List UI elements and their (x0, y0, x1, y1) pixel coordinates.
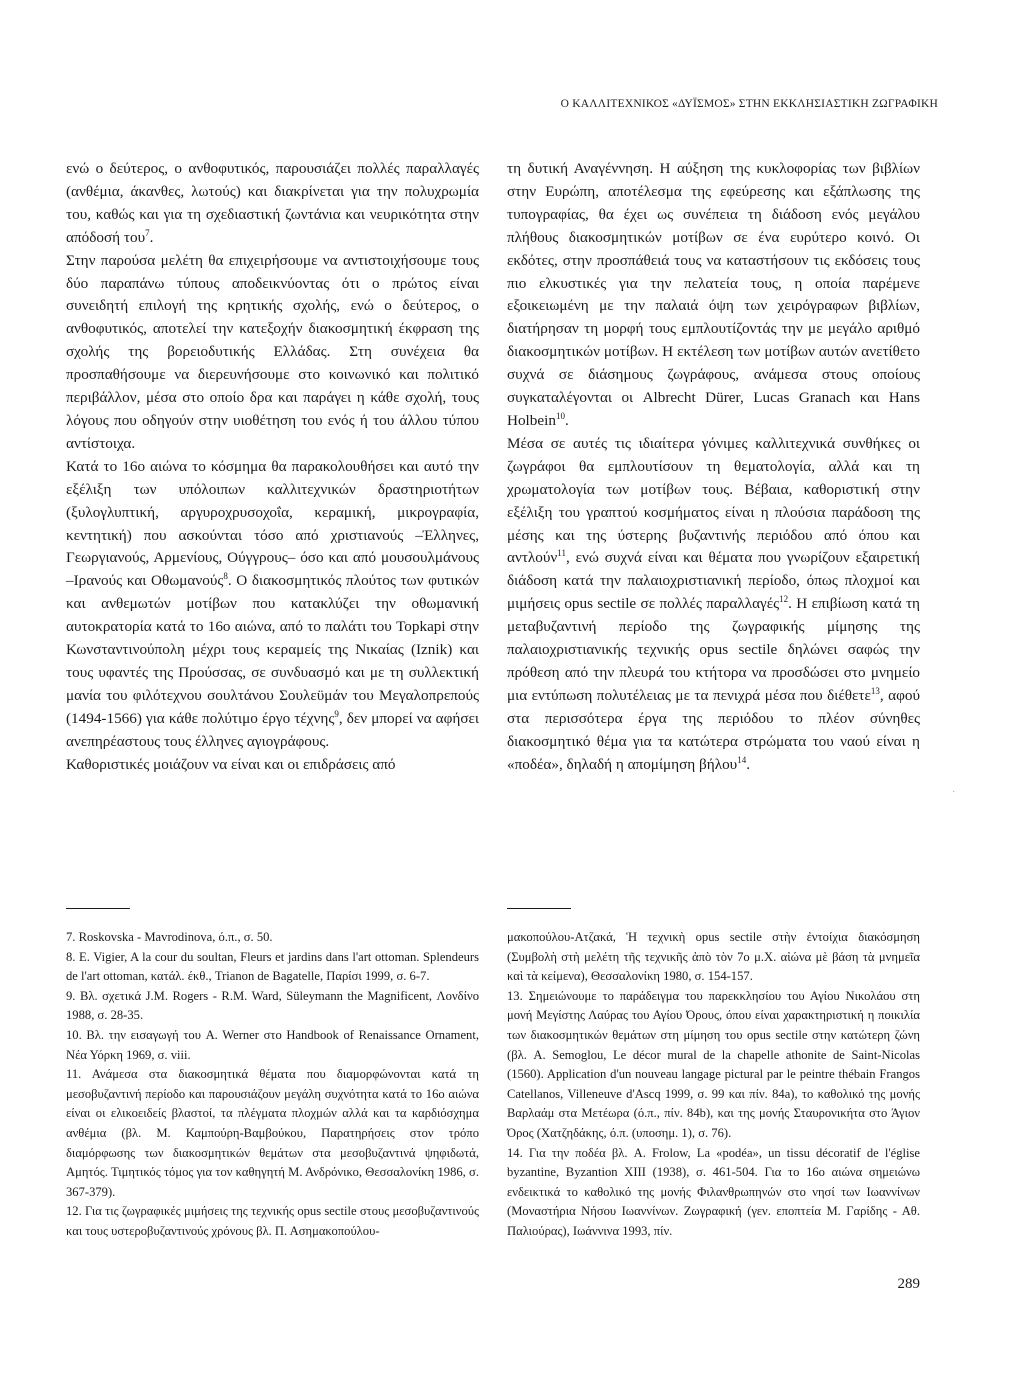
footnote-ref: 13 (870, 685, 880, 696)
footnote-ref: 8 (223, 571, 228, 582)
footnote: 10. Βλ. την εισαγωγή του A. Werner στο Handbook of Renaissance Ornament, Νέα Υόρκη 1969, σ. viii. (66, 1027, 479, 1062)
footnote: 11. Ανάμεσα στα διακοσμητικά θέματα που διαμορφώνονται κατά τη μεσοβυζαντινή περίοδο και παρουσιάζουν μεγάλη συχνότητα κατά το 16ο αιώνα είναι οι ελικοειδείς βλαστοί, τα πλέγματα πλοχμών αλλά και τα καρδιόσχημα ανθέμια (βλ. Μ. Καμπούρη-Βαμβούκου, Παρατηρήσεις στον τρόπο διαμόρφωσης των διακοσμητικών θεμάτων στα μεσοβυζαντινά ψηφιδωτά, Αμητός. Τιμητικός τόμος για τον καθηγητή Μ. Ανδρόνικο, Θεσσαλονίκη 1986, σ. 367-379). (66, 1067, 479, 1199)
print-speck: · (952, 787, 956, 798)
paragraph: τη δυτική Αναγέννηση. Η αύξηση της κυκλοφορίας των βιβλίων στην Ευρώπη, αποτέλεσμα της εφεύρεσης και εξάπλωσης της τυπογραφίας, θα έχει ως συνέπεια τη διάδοση ενός μεγάλου πλήθους διακοσμητικών μοτίβων σε ένα ευρύτερο κοινό. Οι εκδότες, στην προσπάθειά τους να καταστήσουν τις εκδόσεις τους πιο ελκυστικές για την πελατεία τους, η οποία παρέμενε εξοικειωμένη με την παλαιά όψη των χειρόγραφων βιβλίων, διατήρησαν τη μορφή τους εμπλουτίζοντάς την με μεγάλο αριθμό διακοσμητικών μοτίβων. Η εκτέλεση των μοτίβων αυτών ανετίθετο συχνά σε διάσημους ζωγράφους, ανάμεσα στους οποίους συγκαταλέγονται οι Albrecht Dürer, Lucas Granach και Hans Holbein$^{10}$. (507, 160, 920, 429)
footnote-ref: 10 (555, 410, 565, 421)
paragraph: Στην παρούσα μελέτη θα επιχειρήσουμε να αντιστοιχήσουμε τους δύο παραπάνω τύπους αποδεικνύοντας ότι ο πρώτος είναι συνειδητή επιλογή της κρητικής σχολής, ενώ ο δεύτερος, ο ανθοφυτικός, αποτελεί την κατεξοχήν διακοσμητική έκφραση της σχολής της βορειοδυτικής Ελλάδας. Στη συνέχεια θα προσπαθήσουμε να διερευνήσουμε στο κοινωνικό και πολιτικό περιβάλλον, μέσα στο οποίο δρα και παράγει η κάθε σχολή, τους λόγους που οδηγούν στην υιοθέτηση του ενός ή του άλλου τύπου αντίστοιχα. (66, 251, 479, 452)
footnotes-right (507, 928, 920, 1242)
footnote: 13. Σημειώνουμε το παράδειγμα του παρεκκλησίου του Αγίου Νικολάου στη μονή Μεγίστης Λαύρας του Αγίου Όρους, όπου είναι χαρακτηριστική η ποικιλία των διακοσμητικών θεμάτων στη μίμηση του opus sectile στην κατώτερη ζώνη (βλ. A. Semoglou, Le décor mural de la chapelle athonite de Saint-Nicolas (1560). Application d'un nouveau langage pictural par le peintre thébain Frangos Catellanos, Villeneuve d'Ascq 1999, σ. 99 και πίν. 84a), το καθολικό της μονής Βαρλαάμ στα Μετέωρα (ό.π., πίν. 84b), και της μονής Σταυρονικήτα στο Άγιον Όρος (Χατζηδάκης, ό.π. (υποσημ. 1), σ. 76). (507, 988, 920, 1140)
body-column-right (507, 158, 920, 776)
footnote-ref: 7 (145, 227, 150, 238)
footnote-ref: 11 (557, 548, 566, 559)
footnotes-left (66, 928, 479, 1242)
footnote: 7. Roskovska - Mavrodinova, ό.π., σ. 50. (66, 930, 273, 944)
page-number: 289 (897, 1276, 920, 1292)
footnote: 12. Για τις ζωγραφικές μιμήσεις της τεχνικής opus sectile στους μεσοβυζαντινούς και τους υστεροβυζαντινούς χρόνους βλ. Π. Ασημακοπούλου- (66, 1204, 479, 1238)
paragraph: Καθοριστικές μοιάζουν να είναι και οι επιδράσεις από (66, 755, 396, 773)
footnote-ref: 14 (737, 754, 747, 765)
footnote-ref: 12 (779, 594, 789, 605)
footnote-rule-left (66, 908, 130, 909)
footnote-ref: 9 (334, 708, 339, 719)
paragraph: Μέσα σε αυτές τις ιδιαίτερα γόνιμες καλλιτεχνικά συνθήκες οι ζωγράφοι θα εμπλουτίσουν τη θεματολογία, αλλά και τη χρωματολογία των μοτίβων τους. Βέβαια, καθοριστική στην εξέλιξη του γραπτού κοσμήματος είναι η πλούσια παράδοση της μέσης και της ύστερης βυζαντινής περιόδου από όπου και αντλούν$^{11}$, ενώ συχνά είναι και θέματα που γνωρίζουν εξαιρετική διάδοση κατά την παλαιοχριστιανική περίοδο, όπως πλοχμοί και μιμήσεις opus sectile σε πολλές παραλλαγές$^{12}$. Η επιβίωση κατά τη μεταβυζαντινή περίοδο της ζωγραφικής μίμησης της παλαιοχριστιανικής τεχνικής opus sectile δηλώνει σαφώς την πρόθεση από την πλευρά του κτήτορα να προσδώσει στο μνημείο μια εντύπωση πολυτέλειας με τα πενιχρά μέσα που διέθετε$^{13}$, αφού στα περισσότερα έργα της περιόδου το πλέον σύνηθες διακοσμητικό θέμα για τα κατώτερα στρώματα του ναού είναι η «ποδέα», δηλαδή η απομίμηση βήλου$^{14}$. (507, 434, 921, 773)
footnote: μακοπούλου-Ατζακά, Ἡ τεχνικὴ opus sectile στὴν ἐντοίχια διακόσμηση (Συμβολὴ στὴ μελέτη τῆς τεχνικῆς ἀπὸ τὸν 7ο μ.Χ. αἰώνα μὲ βάση τὰ μνημεῖα καὶ τὰ κείμενα), Θεσσαλονίκη 1980, σ. 154-157. (507, 930, 920, 984)
footnote-rule-right (507, 908, 571, 909)
footnote: 9. Βλ. σχετικά J.M. Rogers - R.M. Ward, Süleymann the Magnificent, Λονδίνο 1988, σ. 28-35. (66, 988, 479, 1023)
body-column-left (66, 158, 479, 776)
running-head: Ο ΚΑΛΛΙΤΕΧΝΙΚΟΣ «ΔΥΪΣΜΟΣ» ΣΤΗΝ ΕΚΚΛΗΣΙΑΣΤΙΚΗ ΖΩΓΡΑΦΙΚΗ (560, 98, 938, 110)
footnote: 14. Για την ποδέα βλ. A. Frolow, La «podéa», un tissu décoratif de l'église byzantine, Byzantion XIII (1938), σ. 461-504. Για το 16ο αιώνα σημειώνω ενδεικτικά το καθολικό της μονής Φιλανθρωπηνών στο νησί των Ιωαννίνων (Μοναστήρια Νήσου Ιωαννίνων. Ζωγραφική (γεν. εποπτεία Μ. Γαρίδης - Αθ. Παλιούρας), Ιωάννινα 1993, πίν. (507, 1145, 920, 1238)
paragraph: ενώ ο δεύτερος, ο ανθοφυτικός, παρουσιάζει πολλές παραλλαγές (ανθέμια, άκανθες, λωτούς) και διακρίνεται για την πολυχρωμία του, καθώς και για τη σχεδιαστική ζωντάνια και νευρικότητα στην απόδοσή του$^7$. (66, 160, 479, 246)
paragraph: Κατά το 16ο αιώνα το κόσμημα θα παρακολουθήσει και αυτό την εξέλιξη των υπόλοιπων καλλιτεχνικών δραστηριοτήτων (ξυλογλυπτική, αργυροχρυσοχοΐα, κεραμική, μικρογραφία, κεντητική) που ασκούνται τόσο από χριστιανούς –Έλληνες, Γεωργιανούς, Αρμενίους, Ούγγρους– όσο και από μουσουλμάνους –Ιρανούς και Οθωμανούς$^8$. Ο διακοσμητικός πλούτος των φυτικών και ανθεμωτών μοτίβων που κατακλύζει την οθωμανική αυτοκρατορία κατά το 16ο αιώνα, από το παλάτι του Topkapi στην Κωνσταντινούπολη μέχρι τους κεραμείς της Νικαίας (Iznik) και τους υφαντές της Προύσσας, σε συνδυασμό και με τη συλλεκτική μανία του φιλότεχνου σουλτάνου Σουλεϋμάν του Μεγαλοπρεπούς (1494-1566) για κάθε πολύτιμο έργο τέχνης$^9$, δεν μπορεί να αφήσει ανεπηρέαστους τους έλληνες αγιογράφους. (66, 457, 479, 750)
footnote: 8. E. Vigier, A la cour du soultan, Fleurs et jardins dans l'art ottoman. Splendeurs de l'art ottoman, κατάλ. έκθ., Trianon de Bagatelle, Παρίσι 1999, σ. 6-7. (66, 949, 479, 984)
